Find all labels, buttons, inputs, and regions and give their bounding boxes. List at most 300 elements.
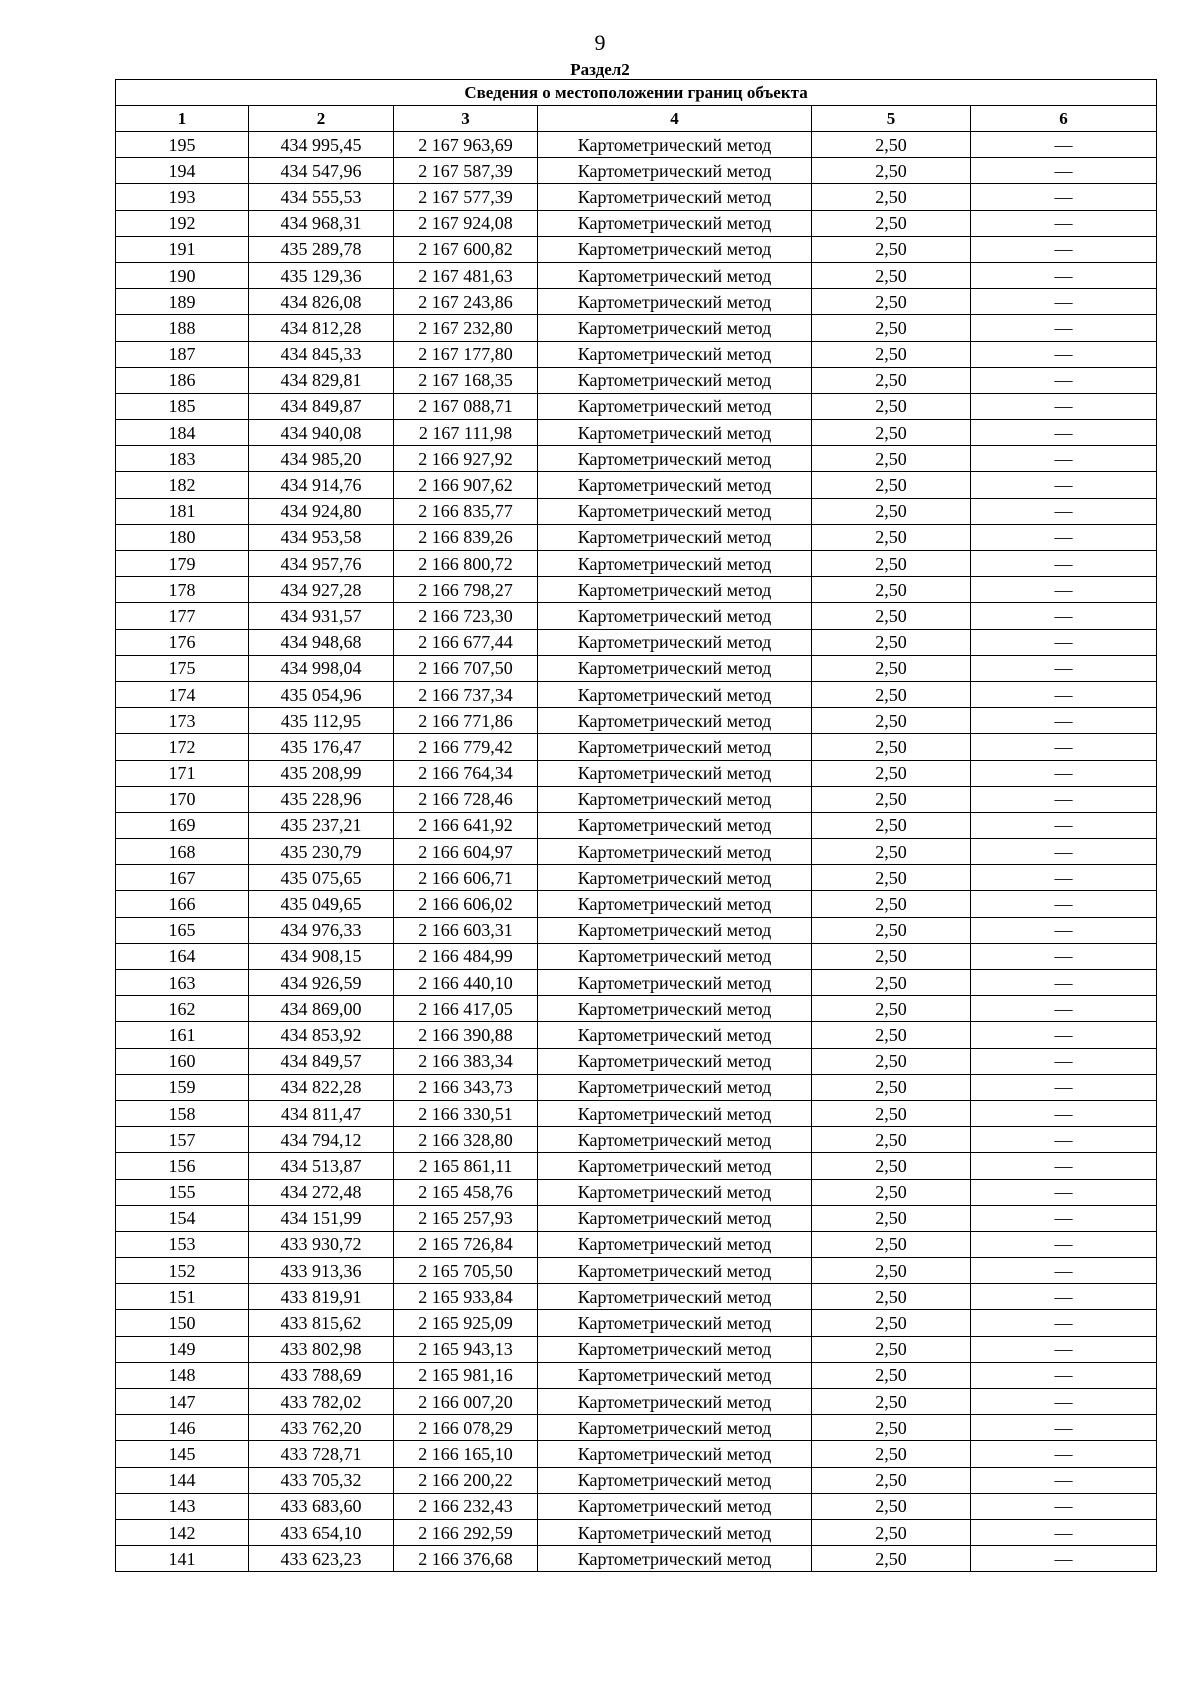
y-coordinate-cell: 2 166 078,29 bbox=[394, 1415, 538, 1441]
x-coordinate-cell: 435 230,79 bbox=[249, 839, 394, 865]
note-cell: — bbox=[971, 158, 1157, 184]
point-number-cell: 144 bbox=[116, 1467, 249, 1493]
method-cell: Картометрический метод bbox=[538, 1415, 812, 1441]
method-cell: Картометрический метод bbox=[538, 367, 812, 393]
y-coordinate-cell: 2 166 839,26 bbox=[394, 524, 538, 550]
y-coordinate-cell: 2 165 981,16 bbox=[394, 1362, 538, 1388]
point-number-cell: 182 bbox=[116, 472, 249, 498]
point-number-cell: 171 bbox=[116, 760, 249, 786]
accuracy-cell: 2,50 bbox=[812, 655, 971, 681]
y-coordinate-cell: 2 166 440,10 bbox=[394, 970, 538, 996]
y-coordinate-cell: 2 166 737,34 bbox=[394, 681, 538, 707]
note-cell: — bbox=[971, 315, 1157, 341]
accuracy-cell: 2,50 bbox=[812, 970, 971, 996]
column-number: 4 bbox=[538, 106, 812, 132]
x-coordinate-cell: 434 829,81 bbox=[249, 367, 394, 393]
x-coordinate-cell: 433 762,20 bbox=[249, 1415, 394, 1441]
note-cell: — bbox=[971, 1415, 1157, 1441]
x-coordinate-cell: 435 176,47 bbox=[249, 734, 394, 760]
table-row bbox=[116, 996, 1157, 1022]
point-number-cell: 161 bbox=[116, 1022, 249, 1048]
method-cell: Картометрический метод bbox=[538, 132, 812, 158]
accuracy-cell: 2,50 bbox=[812, 1546, 971, 1572]
table-row bbox=[116, 341, 1157, 367]
x-coordinate-cell: 433 930,72 bbox=[249, 1231, 394, 1257]
method-cell: Картометрический метод bbox=[538, 1231, 812, 1257]
table-row bbox=[116, 132, 1157, 158]
y-coordinate-cell: 2 165 943,13 bbox=[394, 1336, 538, 1362]
note-cell: — bbox=[971, 1546, 1157, 1572]
point-number-cell: 180 bbox=[116, 524, 249, 550]
point-number-cell: 187 bbox=[116, 341, 249, 367]
table-row bbox=[116, 210, 1157, 236]
method-cell: Картометрический метод bbox=[538, 472, 812, 498]
y-coordinate-cell: 2 165 726,84 bbox=[394, 1231, 538, 1257]
accuracy-cell: 2,50 bbox=[812, 760, 971, 786]
note-cell: — bbox=[971, 210, 1157, 236]
method-cell: Картометрический метод bbox=[538, 1546, 812, 1572]
note-cell: — bbox=[971, 446, 1157, 472]
point-number-cell: 170 bbox=[116, 786, 249, 812]
x-coordinate-cell: 433 705,32 bbox=[249, 1467, 394, 1493]
y-coordinate-cell: 2 166 606,02 bbox=[394, 891, 538, 917]
method-cell: Картометрический метод bbox=[538, 970, 812, 996]
note-cell: — bbox=[971, 577, 1157, 603]
column-number-row bbox=[116, 106, 1157, 132]
note-cell: — bbox=[971, 420, 1157, 446]
note-cell: — bbox=[971, 943, 1157, 969]
method-cell: Картометрический метод bbox=[538, 839, 812, 865]
x-coordinate-cell: 434 957,76 bbox=[249, 551, 394, 577]
method-cell: Картометрический метод bbox=[538, 1100, 812, 1126]
y-coordinate-cell: 2 166 723,30 bbox=[394, 603, 538, 629]
method-cell: Картометрический метод bbox=[538, 734, 812, 760]
note-cell: — bbox=[971, 498, 1157, 524]
method-cell: Картометрический метод bbox=[538, 315, 812, 341]
x-coordinate-cell: 435 289,78 bbox=[249, 236, 394, 262]
column-number: 2 bbox=[249, 106, 394, 132]
y-coordinate-cell: 2 166 292,59 bbox=[394, 1519, 538, 1545]
point-number-cell: 175 bbox=[116, 655, 249, 681]
point-number-cell: 160 bbox=[116, 1048, 249, 1074]
x-coordinate-cell: 434 998,04 bbox=[249, 655, 394, 681]
table-row bbox=[116, 498, 1157, 524]
note-cell: — bbox=[971, 1205, 1157, 1231]
note-cell: — bbox=[971, 1127, 1157, 1153]
method-cell: Картометрический метод bbox=[538, 262, 812, 288]
table-row bbox=[116, 184, 1157, 210]
table-row bbox=[116, 577, 1157, 603]
note-cell: — bbox=[971, 1022, 1157, 1048]
point-number-cell: 179 bbox=[116, 551, 249, 577]
table-row bbox=[116, 1048, 1157, 1074]
point-number-cell: 185 bbox=[116, 393, 249, 419]
point-number-cell: 181 bbox=[116, 498, 249, 524]
method-cell: Картометрический метод bbox=[538, 446, 812, 472]
table-row bbox=[116, 551, 1157, 577]
point-number-cell: 167 bbox=[116, 865, 249, 891]
method-cell: Картометрический метод bbox=[538, 1153, 812, 1179]
method-cell: Картометрический метод bbox=[538, 943, 812, 969]
y-coordinate-cell: 2 167 088,71 bbox=[394, 393, 538, 419]
y-coordinate-cell: 2 167 963,69 bbox=[394, 132, 538, 158]
y-coordinate-cell: 2 165 925,09 bbox=[394, 1310, 538, 1336]
method-cell: Картометрический метод bbox=[538, 341, 812, 367]
x-coordinate-cell: 433 683,60 bbox=[249, 1493, 394, 1519]
method-cell: Картометрический метод bbox=[538, 655, 812, 681]
table-row bbox=[116, 708, 1157, 734]
table-row bbox=[116, 603, 1157, 629]
table-row bbox=[116, 1546, 1157, 1572]
point-number-cell: 176 bbox=[116, 629, 249, 655]
y-coordinate-cell: 2 166 835,77 bbox=[394, 498, 538, 524]
note-cell: — bbox=[971, 1258, 1157, 1284]
method-cell: Картометрический метод bbox=[538, 1127, 812, 1153]
table-caption: Сведения о местоположении границ объекта bbox=[116, 80, 1157, 106]
note-cell: — bbox=[971, 839, 1157, 865]
x-coordinate-cell: 434 927,28 bbox=[249, 577, 394, 603]
table-row bbox=[116, 734, 1157, 760]
point-number-cell: 195 bbox=[116, 132, 249, 158]
y-coordinate-cell: 2 166 641,92 bbox=[394, 812, 538, 838]
accuracy-cell: 2,50 bbox=[812, 132, 971, 158]
accuracy-cell: 2,50 bbox=[812, 1493, 971, 1519]
method-cell: Картометрический метод bbox=[538, 865, 812, 891]
y-coordinate-cell: 2 166 677,44 bbox=[394, 629, 538, 655]
table-caption-row bbox=[116, 80, 1157, 106]
x-coordinate-cell: 434 547,96 bbox=[249, 158, 394, 184]
point-number-cell: 145 bbox=[116, 1441, 249, 1467]
x-coordinate-cell: 434 812,28 bbox=[249, 315, 394, 341]
table-row bbox=[116, 262, 1157, 288]
note-cell: — bbox=[971, 1389, 1157, 1415]
note-cell: — bbox=[971, 603, 1157, 629]
note-cell: — bbox=[971, 970, 1157, 996]
point-number-cell: 178 bbox=[116, 577, 249, 603]
x-coordinate-cell: 433 913,36 bbox=[249, 1258, 394, 1284]
table-row bbox=[116, 943, 1157, 969]
point-number-cell: 190 bbox=[116, 262, 249, 288]
note-cell: — bbox=[971, 367, 1157, 393]
note-cell: — bbox=[971, 524, 1157, 550]
y-coordinate-cell: 2 166 728,46 bbox=[394, 786, 538, 812]
y-coordinate-cell: 2 166 800,72 bbox=[394, 551, 538, 577]
y-coordinate-cell: 2 167 577,39 bbox=[394, 184, 538, 210]
method-cell: Картометрический метод bbox=[538, 1362, 812, 1388]
table-row bbox=[116, 1362, 1157, 1388]
note-cell: — bbox=[971, 262, 1157, 288]
accuracy-cell: 2,50 bbox=[812, 1467, 971, 1493]
accuracy-cell: 2,50 bbox=[812, 236, 971, 262]
point-number-cell: 146 bbox=[116, 1415, 249, 1441]
y-coordinate-cell: 2 165 458,76 bbox=[394, 1179, 538, 1205]
accuracy-cell: 2,50 bbox=[812, 812, 971, 838]
x-coordinate-cell: 434 826,08 bbox=[249, 289, 394, 315]
note-cell: — bbox=[971, 1100, 1157, 1126]
method-cell: Картометрический метод bbox=[538, 210, 812, 236]
method-cell: Картометрический метод bbox=[538, 1179, 812, 1205]
accuracy-cell: 2,50 bbox=[812, 1127, 971, 1153]
table-row bbox=[116, 1258, 1157, 1284]
y-coordinate-cell: 2 166 484,99 bbox=[394, 943, 538, 969]
point-number-cell: 153 bbox=[116, 1231, 249, 1257]
y-coordinate-cell: 2 166 907,62 bbox=[394, 472, 538, 498]
note-cell: — bbox=[971, 812, 1157, 838]
y-coordinate-cell: 2 165 257,93 bbox=[394, 1205, 538, 1231]
note-cell: — bbox=[971, 1493, 1157, 1519]
point-number-cell: 169 bbox=[116, 812, 249, 838]
accuracy-cell: 2,50 bbox=[812, 498, 971, 524]
y-coordinate-cell: 2 166 779,42 bbox=[394, 734, 538, 760]
accuracy-cell: 2,50 bbox=[812, 158, 971, 184]
accuracy-cell: 2,50 bbox=[812, 1048, 971, 1074]
point-number-cell: 143 bbox=[116, 1493, 249, 1519]
note-cell: — bbox=[971, 1362, 1157, 1388]
point-number-cell: 157 bbox=[116, 1127, 249, 1153]
accuracy-cell: 2,50 bbox=[812, 917, 971, 943]
x-coordinate-cell: 434 845,33 bbox=[249, 341, 394, 367]
accuracy-cell: 2,50 bbox=[812, 551, 971, 577]
method-cell: Картометрический метод bbox=[538, 1493, 812, 1519]
table-row bbox=[116, 446, 1157, 472]
x-coordinate-cell: 435 129,36 bbox=[249, 262, 394, 288]
x-coordinate-cell: 433 802,98 bbox=[249, 1336, 394, 1362]
x-coordinate-cell: 434 849,57 bbox=[249, 1048, 394, 1074]
point-number-cell: 142 bbox=[116, 1519, 249, 1545]
accuracy-cell: 2,50 bbox=[812, 943, 971, 969]
x-coordinate-cell: 434 908,15 bbox=[249, 943, 394, 969]
method-cell: Картометрический метод bbox=[538, 1048, 812, 1074]
x-coordinate-cell: 435 112,95 bbox=[249, 708, 394, 734]
column-number: 5 bbox=[812, 106, 971, 132]
accuracy-cell: 2,50 bbox=[812, 891, 971, 917]
y-coordinate-cell: 2 166 330,51 bbox=[394, 1100, 538, 1126]
method-cell: Картометрический метод bbox=[538, 1467, 812, 1493]
table-row bbox=[116, 655, 1157, 681]
x-coordinate-cell: 434 976,33 bbox=[249, 917, 394, 943]
x-coordinate-cell: 434 853,92 bbox=[249, 1022, 394, 1048]
y-coordinate-cell: 2 165 705,50 bbox=[394, 1258, 538, 1284]
x-coordinate-cell: 434 555,53 bbox=[249, 184, 394, 210]
x-coordinate-cell: 434 151,99 bbox=[249, 1205, 394, 1231]
accuracy-cell: 2,50 bbox=[812, 1153, 971, 1179]
y-coordinate-cell: 2 167 481,63 bbox=[394, 262, 538, 288]
method-cell: Картометрический метод bbox=[538, 498, 812, 524]
point-number-cell: 166 bbox=[116, 891, 249, 917]
y-coordinate-cell: 2 166 707,50 bbox=[394, 655, 538, 681]
x-coordinate-cell: 433 788,69 bbox=[249, 1362, 394, 1388]
table-row bbox=[116, 1074, 1157, 1100]
method-cell: Картометрический метод bbox=[538, 524, 812, 550]
y-coordinate-cell: 2 167 243,86 bbox=[394, 289, 538, 315]
accuracy-cell: 2,50 bbox=[812, 786, 971, 812]
point-number-cell: 152 bbox=[116, 1258, 249, 1284]
method-cell: Картометрический метод bbox=[538, 1519, 812, 1545]
accuracy-cell: 2,50 bbox=[812, 708, 971, 734]
accuracy-cell: 2,50 bbox=[812, 1284, 971, 1310]
x-coordinate-cell: 434 926,59 bbox=[249, 970, 394, 996]
point-number-cell: 164 bbox=[116, 943, 249, 969]
x-coordinate-cell: 434 822,28 bbox=[249, 1074, 394, 1100]
x-coordinate-cell: 434 995,45 bbox=[249, 132, 394, 158]
table-row bbox=[116, 629, 1157, 655]
x-coordinate-cell: 435 075,65 bbox=[249, 865, 394, 891]
accuracy-cell: 2,50 bbox=[812, 1258, 971, 1284]
method-cell: Картометрический метод bbox=[538, 629, 812, 655]
table-row bbox=[116, 1493, 1157, 1519]
accuracy-cell: 2,50 bbox=[812, 603, 971, 629]
column-number: 6 bbox=[971, 106, 1157, 132]
x-coordinate-cell: 434 924,80 bbox=[249, 498, 394, 524]
accuracy-cell: 2,50 bbox=[812, 996, 971, 1022]
note-cell: — bbox=[971, 1467, 1157, 1493]
note-cell: — bbox=[971, 786, 1157, 812]
note-cell: — bbox=[971, 1048, 1157, 1074]
table-row bbox=[116, 786, 1157, 812]
table-row bbox=[116, 865, 1157, 891]
point-number-cell: 141 bbox=[116, 1546, 249, 1572]
note-cell: — bbox=[971, 708, 1157, 734]
method-cell: Картометрический метод bbox=[538, 812, 812, 838]
method-cell: Картометрический метод bbox=[538, 1310, 812, 1336]
table-row bbox=[116, 1205, 1157, 1231]
y-coordinate-cell: 2 166 603,31 bbox=[394, 917, 538, 943]
accuracy-cell: 2,50 bbox=[812, 1415, 971, 1441]
method-cell: Картометрический метод bbox=[538, 1022, 812, 1048]
boundary-table bbox=[115, 79, 1157, 1572]
table-row bbox=[116, 1100, 1157, 1126]
note-cell: — bbox=[971, 1310, 1157, 1336]
table-row bbox=[116, 1179, 1157, 1205]
y-coordinate-cell: 2 166 232,43 bbox=[394, 1493, 538, 1519]
method-cell: Картометрический метод bbox=[538, 420, 812, 446]
method-cell: Картометрический метод bbox=[538, 1441, 812, 1467]
accuracy-cell: 2,50 bbox=[812, 1389, 971, 1415]
accuracy-cell: 2,50 bbox=[812, 1310, 971, 1336]
point-number-cell: 158 bbox=[116, 1100, 249, 1126]
table-row bbox=[116, 236, 1157, 262]
method-cell: Картометрический метод bbox=[538, 1258, 812, 1284]
point-number-cell: 163 bbox=[116, 970, 249, 996]
table-row bbox=[116, 1127, 1157, 1153]
y-coordinate-cell: 2 166 343,73 bbox=[394, 1074, 538, 1100]
section-title: Раздел2 bbox=[570, 60, 630, 79]
x-coordinate-cell: 434 794,12 bbox=[249, 1127, 394, 1153]
table-row bbox=[116, 1153, 1157, 1179]
point-number-cell: 154 bbox=[116, 1205, 249, 1231]
point-number-cell: 193 bbox=[116, 184, 249, 210]
x-coordinate-cell: 435 054,96 bbox=[249, 681, 394, 707]
point-number-cell: 188 bbox=[116, 315, 249, 341]
point-number-cell: 151 bbox=[116, 1284, 249, 1310]
note-cell: — bbox=[971, 1284, 1157, 1310]
table-row bbox=[116, 472, 1157, 498]
method-cell: Картометрический метод bbox=[538, 551, 812, 577]
x-coordinate-cell: 434 914,76 bbox=[249, 472, 394, 498]
point-number-cell: 172 bbox=[116, 734, 249, 760]
point-number-cell: 148 bbox=[116, 1362, 249, 1388]
note-cell: — bbox=[971, 1336, 1157, 1362]
table-row bbox=[116, 970, 1157, 996]
method-cell: Картометрический метод bbox=[538, 996, 812, 1022]
accuracy-cell: 2,50 bbox=[812, 446, 971, 472]
accuracy-cell: 2,50 bbox=[812, 681, 971, 707]
y-coordinate-cell: 2 166 200,22 bbox=[394, 1467, 538, 1493]
point-number-cell: 184 bbox=[116, 420, 249, 446]
point-number-cell: 191 bbox=[116, 236, 249, 262]
method-cell: Картометрический метод bbox=[538, 786, 812, 812]
accuracy-cell: 2,50 bbox=[812, 1519, 971, 1545]
y-coordinate-cell: 2 166 417,05 bbox=[394, 996, 538, 1022]
table-row bbox=[116, 1022, 1157, 1048]
x-coordinate-cell: 434 940,08 bbox=[249, 420, 394, 446]
x-coordinate-cell: 434 849,87 bbox=[249, 393, 394, 419]
table-row bbox=[116, 1415, 1157, 1441]
table-row bbox=[116, 420, 1157, 446]
x-coordinate-cell: 433 815,62 bbox=[249, 1310, 394, 1336]
accuracy-cell: 2,50 bbox=[812, 524, 971, 550]
x-coordinate-cell: 434 985,20 bbox=[249, 446, 394, 472]
point-number-cell: 149 bbox=[116, 1336, 249, 1362]
accuracy-cell: 2,50 bbox=[812, 629, 971, 655]
note-cell: — bbox=[971, 551, 1157, 577]
x-coordinate-cell: 434 272,48 bbox=[249, 1179, 394, 1205]
accuracy-cell: 2,50 bbox=[812, 577, 971, 603]
method-cell: Картометрический метод bbox=[538, 891, 812, 917]
point-number-cell: 159 bbox=[116, 1074, 249, 1100]
method-cell: Картометрический метод bbox=[538, 917, 812, 943]
y-coordinate-cell: 2 166 007,20 bbox=[394, 1389, 538, 1415]
table-row bbox=[116, 158, 1157, 184]
point-number-cell: 168 bbox=[116, 839, 249, 865]
method-cell: Картометрический метод bbox=[538, 603, 812, 629]
note-cell: — bbox=[971, 734, 1157, 760]
table-row bbox=[116, 1441, 1157, 1467]
x-coordinate-cell: 435 208,99 bbox=[249, 760, 394, 786]
note-cell: — bbox=[971, 891, 1157, 917]
table-row bbox=[116, 1284, 1157, 1310]
y-coordinate-cell: 2 166 764,34 bbox=[394, 760, 538, 786]
method-cell: Картометрический метод bbox=[538, 577, 812, 603]
note-cell: — bbox=[971, 132, 1157, 158]
table-row bbox=[116, 367, 1157, 393]
method-cell: Картометрический метод bbox=[538, 158, 812, 184]
table-row bbox=[116, 839, 1157, 865]
method-cell: Картометрический метод bbox=[538, 1205, 812, 1231]
x-coordinate-cell: 435 237,21 bbox=[249, 812, 394, 838]
x-coordinate-cell: 433 782,02 bbox=[249, 1389, 394, 1415]
note-cell: — bbox=[971, 289, 1157, 315]
accuracy-cell: 2,50 bbox=[812, 1231, 971, 1257]
x-coordinate-cell: 435 049,65 bbox=[249, 891, 394, 917]
y-coordinate-cell: 2 167 600,82 bbox=[394, 236, 538, 262]
accuracy-cell: 2,50 bbox=[812, 1336, 971, 1362]
y-coordinate-cell: 2 167 111,98 bbox=[394, 420, 538, 446]
point-number-cell: 155 bbox=[116, 1179, 249, 1205]
y-coordinate-cell: 2 165 861,11 bbox=[394, 1153, 538, 1179]
y-coordinate-cell: 2 166 604,97 bbox=[394, 839, 538, 865]
accuracy-cell: 2,50 bbox=[812, 734, 971, 760]
y-coordinate-cell: 2 167 232,80 bbox=[394, 315, 538, 341]
page-number: 9 bbox=[594, 30, 606, 55]
table-row bbox=[116, 760, 1157, 786]
accuracy-cell: 2,50 bbox=[812, 1362, 971, 1388]
x-coordinate-cell: 435 228,96 bbox=[249, 786, 394, 812]
note-cell: — bbox=[971, 681, 1157, 707]
note-cell: — bbox=[971, 865, 1157, 891]
table-body bbox=[116, 132, 1157, 1572]
y-coordinate-cell: 2 167 587,39 bbox=[394, 158, 538, 184]
